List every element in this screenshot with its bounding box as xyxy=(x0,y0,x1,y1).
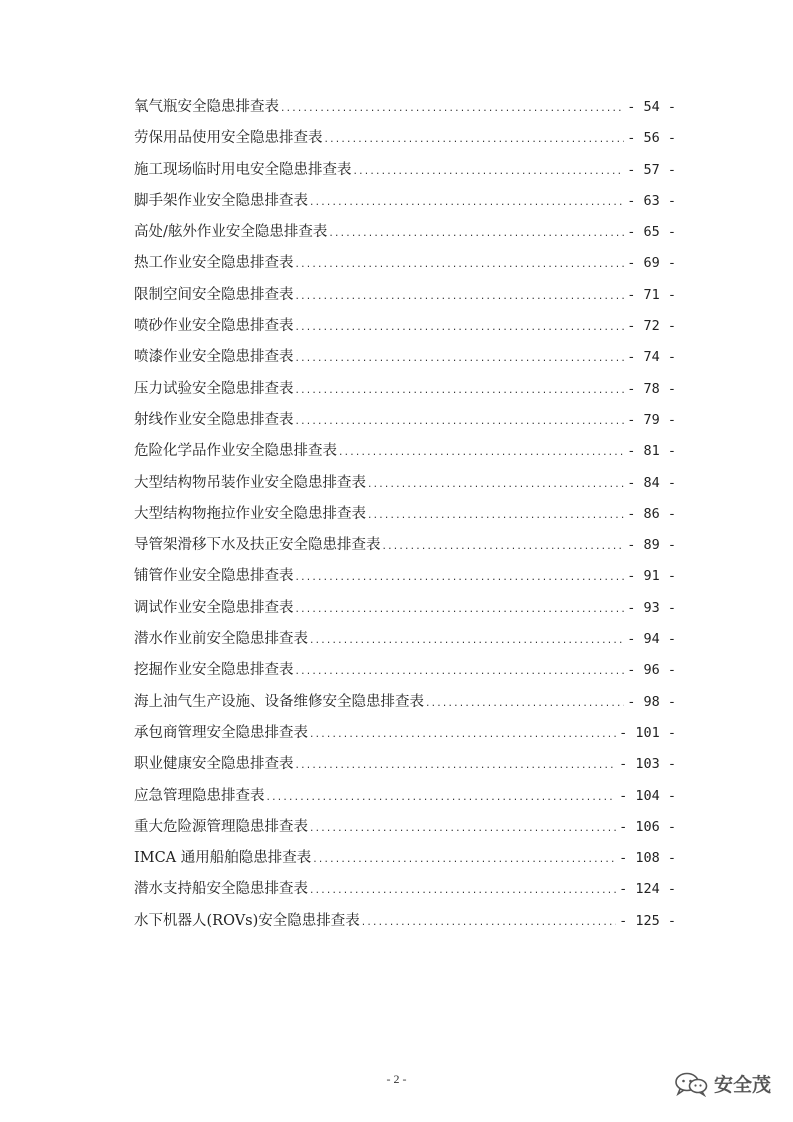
toc-entry[interactable] xyxy=(134,624,676,655)
toc-dot-leader xyxy=(280,94,624,125)
toc-entry[interactable] xyxy=(134,561,676,592)
toc-entry-page: - 71 - xyxy=(627,286,676,303)
toc-entry-page: - 69 - xyxy=(627,255,676,272)
toc-entry-title: IMCA 通用船舶隐患排查表 xyxy=(134,850,312,867)
toc-entry-page: - 86 - xyxy=(627,505,676,522)
toc-entry-title: 劳保用品使用安全隐患排查表 xyxy=(134,130,323,147)
toc-dot-leader xyxy=(309,814,616,845)
toc-entry-title: 脚手架作业安全隐患排查表 xyxy=(134,192,308,209)
toc-dot-leader xyxy=(295,376,625,407)
toc-dot-leader xyxy=(309,876,616,907)
toc-entry-title: 限制空间安全隐患排查表 xyxy=(134,286,294,303)
toc-entry[interactable] xyxy=(134,217,676,248)
toc-dot-leader xyxy=(328,219,624,250)
toc-entry[interactable] xyxy=(134,812,676,843)
toc-entry-page: - 84 - xyxy=(627,474,676,491)
toc-entry-page: - 54 - xyxy=(627,99,676,115)
toc-entry[interactable] xyxy=(134,749,676,780)
toc-dot-leader xyxy=(382,532,625,563)
toc-entry-page: - 63 - xyxy=(627,192,676,209)
toc-entry-page: - 94 - xyxy=(627,631,676,648)
toc-entry-page: - 103 - xyxy=(619,756,676,773)
toc-dot-leader xyxy=(266,783,617,814)
toc-entry[interactable] xyxy=(134,687,676,718)
toc-entry-title: 应急管理隐患排查表 xyxy=(134,787,265,804)
toc-dot-leader xyxy=(367,501,624,532)
toc-entry[interactable] xyxy=(134,655,676,686)
toc-dot-leader xyxy=(295,250,625,281)
toc-entry-title: 承包商管理安全隐患排查表 xyxy=(134,724,308,741)
toc-dot-leader xyxy=(338,438,624,469)
toc-entry-page: - 96 - xyxy=(627,662,676,679)
toc-entry-title: 潜水作业前安全隐患排查表 xyxy=(134,631,308,648)
toc-entry[interactable] xyxy=(134,906,676,937)
toc-entry-page: - 98 - xyxy=(627,693,676,710)
toc-entry-title: 调试作业安全隐患排查表 xyxy=(134,599,294,616)
toc-entry-title: 潜水支持船安全隐患排查表 xyxy=(134,881,308,898)
toc-entry[interactable] xyxy=(134,342,676,373)
toc-dot-leader xyxy=(361,908,616,939)
toc-entry-title: 水下机器人(ROVs)安全隐患排查表 xyxy=(134,912,360,929)
toc-dot-leader xyxy=(309,188,624,219)
toc-dot-leader xyxy=(367,470,624,501)
toc-dot-leader xyxy=(295,344,625,375)
toc-entry-page: - 104 - xyxy=(619,787,676,804)
toc-dot-leader xyxy=(312,845,616,876)
toc-entry-title: 喷砂作业安全隐患排查表 xyxy=(134,318,294,335)
toc-entry-title: 大型结构物吊装作业安全隐患排查表 xyxy=(134,474,366,491)
toc-entry[interactable] xyxy=(134,843,676,874)
toc-entry-title: 挖掘作业安全隐患排查表 xyxy=(134,662,294,679)
toc-dot-leader xyxy=(295,595,625,626)
toc-entry[interactable] xyxy=(134,405,676,436)
toc-entry-page: - 78 - xyxy=(627,380,676,397)
watermark-text: 安全茂 xyxy=(713,1074,771,1096)
toc-entry[interactable] xyxy=(134,874,676,905)
toc-entry-title: 施工现场临时用电安全隐患排查表 xyxy=(134,161,352,178)
toc-dot-leader xyxy=(295,282,625,313)
toc-entry-title: 喷漆作业安全隐患排查表 xyxy=(134,349,294,366)
toc-entry[interactable] xyxy=(134,468,676,499)
toc-entry[interactable] xyxy=(134,155,676,186)
toc-dot-leader xyxy=(309,720,616,751)
toc-dot-leader xyxy=(324,125,625,156)
toc-entry-title: 高处/舷外作业安全隐患排查表 xyxy=(134,224,328,241)
toc-entry-page: - 56 - xyxy=(627,130,676,147)
toc-entry[interactable] xyxy=(134,123,676,154)
toc-dot-leader xyxy=(295,313,625,344)
toc-dot-leader xyxy=(353,157,625,188)
toc-entry[interactable] xyxy=(134,781,676,812)
page-number: - 2 - xyxy=(386,1072,407,1086)
toc-dot-leader xyxy=(295,657,625,688)
wechat-icon xyxy=(674,1071,708,1097)
toc-entry[interactable] xyxy=(134,92,676,123)
toc-entry[interactable] xyxy=(134,280,676,311)
toc-entry-page: - 81 - xyxy=(627,443,676,460)
toc-entry-page: - 74 - xyxy=(627,349,676,366)
toc-entry-title: 热工作业安全隐患排查表 xyxy=(134,255,294,272)
toc-dot-leader xyxy=(425,689,624,720)
toc-entry-page: - 124 - xyxy=(619,881,676,898)
toc-entry-page: - 57 - xyxy=(627,161,676,178)
toc-entry-page: - 89 - xyxy=(627,537,676,554)
toc-entry-page: - 108 - xyxy=(619,850,676,867)
toc-entry-title: 导管架滑移下水及扶正安全隐患排查表 xyxy=(134,537,381,554)
toc-entry[interactable] xyxy=(134,593,676,624)
toc-dot-leader xyxy=(295,563,625,594)
toc-entry-page: - 101 - xyxy=(619,724,676,741)
toc-entry-page: - 91 - xyxy=(627,568,676,585)
watermark xyxy=(674,1070,771,1097)
toc-entry[interactable] xyxy=(134,374,676,405)
toc-entry-page: - 72 - xyxy=(627,318,676,335)
toc-entry-title: 氧气瓶安全隐患排查表 xyxy=(134,99,279,115)
toc-dot-leader xyxy=(295,751,617,782)
toc-entry-title: 铺管作业安全隐患排查表 xyxy=(134,568,294,585)
toc-entry-title: 重大危险源管理隐患排查表 xyxy=(134,818,308,835)
toc-entry-page: - 125 - xyxy=(619,912,676,929)
toc-dot-leader xyxy=(309,626,624,657)
toc-entry[interactable] xyxy=(134,436,676,467)
toc-entry[interactable] xyxy=(134,499,676,530)
toc-entry-title: 危险化学品作业安全隐患排查表 xyxy=(134,443,337,460)
toc-entry[interactable] xyxy=(134,248,676,279)
toc-entry-title: 海上油气生产设施、设备维修安全隐患排查表 xyxy=(134,693,424,710)
toc-entry[interactable] xyxy=(134,530,676,561)
toc-entry-title: 大型结构物拖拉作业安全隐患排查表 xyxy=(134,505,366,522)
toc-entry-page: - 65 - xyxy=(627,224,676,241)
toc-entry[interactable] xyxy=(134,311,676,342)
toc-entry[interactable] xyxy=(134,718,676,749)
toc-entry-page: - 106 - xyxy=(619,818,676,835)
toc-entry-title: 射线作业安全隐患排查表 xyxy=(134,411,294,428)
toc-entry-page: - 93 - xyxy=(627,599,676,616)
toc-entry-page: - 79 - xyxy=(627,411,676,428)
toc-entry-title: 压力试验安全隐患排查表 xyxy=(134,380,294,397)
toc-entry-title: 职业健康安全隐患排查表 xyxy=(134,756,294,773)
toc-dot-leader xyxy=(295,407,625,438)
toc-entry[interactable] xyxy=(134,186,676,217)
table-of-contents xyxy=(134,92,676,937)
